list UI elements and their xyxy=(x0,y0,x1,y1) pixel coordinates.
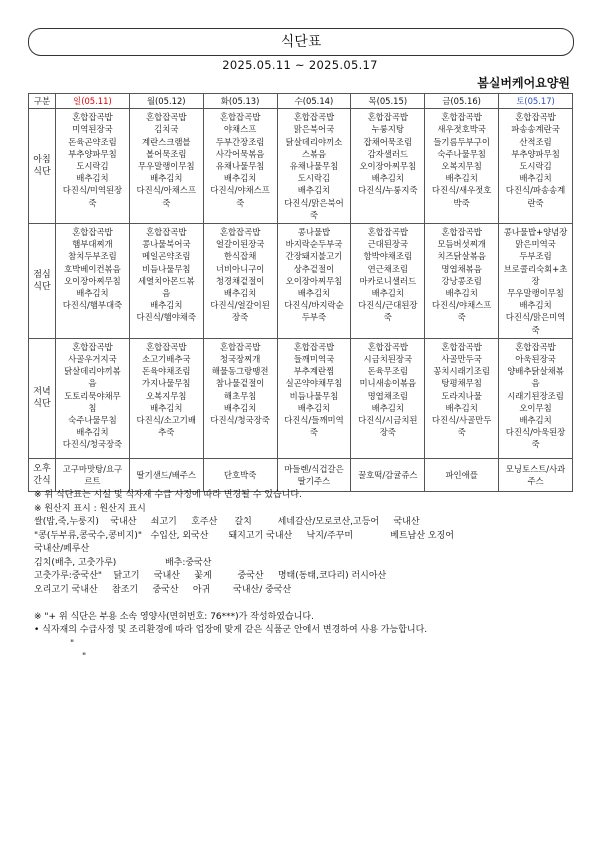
origin-value: 배추:중국산 xyxy=(164,557,212,568)
menu-cell-wed xyxy=(277,338,351,458)
origin-item: 김치(배추, 고춧가루) xyxy=(34,557,117,568)
menu-item: 실곤약야채무침 xyxy=(285,378,343,389)
origin-value: 수입산, 외국산 xyxy=(150,530,209,541)
menu-item: 상추겉절이 xyxy=(293,263,335,274)
menu-item: 혼합잡곡밥 xyxy=(146,112,187,123)
menu-item: 배추김치 xyxy=(519,300,552,311)
note-quote-mark: " xyxy=(70,638,75,649)
menu-item: 박죽 xyxy=(453,197,470,208)
menu-item: 혼합잡곡밥 xyxy=(367,112,409,123)
header-day-sun: 일(05.11) xyxy=(56,94,130,109)
menu-cell-wed xyxy=(277,224,351,339)
menu-item: 다진식/새우젓호 xyxy=(431,185,492,196)
menu-item: 배추김치 xyxy=(76,173,109,184)
note-substitution: • 식자재의 수급사정 및 조리환경에 따라 업장에 맞게 같은 식품군 안에서 변경하여 사용 가능합니다. xyxy=(34,625,428,635)
menu-item: 죽 xyxy=(531,324,540,335)
menu-item: 다진식/아채스프 xyxy=(136,185,196,196)
meal-row xyxy=(29,224,573,339)
menu-item: 맑은미역국 xyxy=(515,239,556,250)
menu-item: 소고기배추국 xyxy=(141,354,191,365)
meal-name-line: 저녁 xyxy=(33,387,51,398)
origin-value: 호주산 xyxy=(191,517,218,527)
menu-item: 시금치된장국 xyxy=(363,354,413,365)
menu-item: 콩나물북어국 xyxy=(141,239,191,250)
menu-item: 장죽 xyxy=(379,427,396,438)
menu-item: 메일곤약조림 xyxy=(141,251,191,262)
meal-name xyxy=(29,224,56,339)
meal-row xyxy=(29,458,573,491)
note-dietitian: ※ "+ 위 식단은 부용 소속 영양사(면허번호: 76***)가 작성하였습니다. xyxy=(34,611,314,622)
menu-item: 다진식/소고기배 xyxy=(136,415,196,426)
menu-item: 죽 xyxy=(236,197,245,208)
menu-cell-sat xyxy=(499,109,573,224)
menu-item: 돈육무조림 xyxy=(367,366,409,377)
meal-name-line: 오후 xyxy=(33,463,51,474)
menu-cell-tue xyxy=(203,458,277,491)
origin-value: 중국산 xyxy=(237,571,264,581)
menu-item: 모닝토스트/사과 xyxy=(505,463,566,474)
menu-item: 산적조림 xyxy=(519,136,552,147)
menu-item: 다진식/아욱된장 xyxy=(505,427,566,438)
menu-item: 도시락김 xyxy=(76,161,109,172)
menu-item: 장죽 xyxy=(232,312,249,323)
menu-item: 세열치아몬드볶 xyxy=(137,275,195,286)
menu-item: 란죽 xyxy=(527,197,544,208)
menu-item: 마들렌/식겁갈은 xyxy=(284,463,344,474)
menu-item: 죽 xyxy=(383,312,392,323)
menu-item: 다진식/햄야채죽 xyxy=(136,312,196,323)
menu-item: 부추계란찜 xyxy=(293,366,335,377)
menu-item: 비듬나물무침 xyxy=(289,390,339,401)
menu-item: 혼합잡곡밥 xyxy=(219,341,261,352)
menu-item: 다진식/누룽지죽 xyxy=(358,185,418,196)
note-change-notice: ※ 위 식단표는 시설 및 식자재 수급 사정에 따라 변경될 수 있습니다. xyxy=(34,490,302,500)
menu-item: 두부죽 xyxy=(301,312,327,323)
menu-cell-sun xyxy=(56,458,130,491)
menu-item: 들기름두부구이 xyxy=(433,136,490,147)
menu-cell-thu xyxy=(351,458,425,491)
weekly-menu-table xyxy=(28,93,573,492)
menu-item: 미역된장국 xyxy=(72,124,113,135)
menu-item: 다진식/야채스프 xyxy=(431,300,492,311)
menu-item: 배추김치 xyxy=(223,173,257,184)
menu-item: 감자샐러드 xyxy=(367,148,409,159)
menu-cell-mon xyxy=(129,224,203,339)
meal-row xyxy=(29,109,573,224)
menu-item: 혼합잡곡밥 xyxy=(515,341,556,352)
menu-item: 혼합잡곡밥 xyxy=(146,227,187,238)
origin-item: 참조기 xyxy=(112,584,139,595)
menu-item: 오이무침 xyxy=(519,402,552,413)
note-origin-chili xyxy=(34,570,574,584)
menu-item: 오복지무침 xyxy=(146,390,187,401)
menu-item: 파송송계란국 xyxy=(511,124,560,135)
menu-item: 마카로니샐러드 xyxy=(359,275,417,286)
menu-item: 한식잡채 xyxy=(223,251,257,262)
origin-item: 아귀 xyxy=(192,584,211,595)
origin-item: "콩(두부류,콩국수,콩비지)" xyxy=(34,530,142,541)
origin-item: 쇠고기 xyxy=(150,517,177,527)
menu-item: 다진식/시금치된 xyxy=(358,415,418,426)
menu-title-box xyxy=(28,28,574,56)
menu-item: 양배추닭살채볶 xyxy=(507,366,564,377)
menu-item: 브로콜리숙회+초 xyxy=(503,263,568,274)
menu-item: 다진식/미역된장 xyxy=(62,185,123,196)
menu-item: 참나물겉절이 xyxy=(215,378,265,389)
menu-item: 사골만두국 xyxy=(441,354,482,365)
menu-item: 배추김치 xyxy=(519,415,552,426)
menu-cell-sun xyxy=(56,224,130,339)
menu-item: 돈육야채조림 xyxy=(141,366,191,377)
menu-item: 함박야채조림 xyxy=(363,251,413,262)
note-origin-squid: 국내산/페루산 xyxy=(34,544,90,554)
meal-name xyxy=(29,109,56,224)
origin-item: 닭고기 xyxy=(113,571,140,581)
origin-item: 오리고기 국내산 xyxy=(34,584,98,595)
menu-item: 명엽채볶음 xyxy=(441,263,482,274)
menu-item: 참치두부조림 xyxy=(68,251,117,262)
menu-item: 미니새송이볶음 xyxy=(359,378,417,389)
menu-item: 음 xyxy=(162,288,171,299)
menu-item: 돈육곤약조림 xyxy=(68,136,117,147)
meal-name xyxy=(29,458,56,491)
menu-item: 다진식/근대된장 xyxy=(358,300,418,311)
menu-item: 계란스크램블 xyxy=(141,136,191,147)
menu-item: 배추김치 xyxy=(297,402,331,413)
header-day-tue: 화(05.13) xyxy=(203,94,277,109)
menu-cell-tue xyxy=(203,224,277,339)
menu-cell-fri xyxy=(425,338,499,458)
menu-item: 유채나물무침 xyxy=(215,161,265,172)
menu-item: 단호박죽 xyxy=(223,469,257,480)
menu-cell-wed xyxy=(277,458,351,491)
menu-item: 숙주나물무침 xyxy=(68,415,117,426)
menu-item: 두부조림 xyxy=(519,251,552,262)
menu-item: 볼어묵조림 xyxy=(146,148,187,159)
menu-item: 배추김치 xyxy=(223,402,257,413)
note-spacer xyxy=(34,597,574,611)
menu-item: 명엽채조림 xyxy=(367,390,409,401)
meal-name-line: 아침 xyxy=(33,154,51,165)
menu-item: 배추김치 xyxy=(223,288,257,299)
menu-item: 다진식/사골만두 xyxy=(431,415,492,426)
menu-item: 죽 xyxy=(162,197,171,208)
menu-item: 탕평채무침 xyxy=(441,378,482,389)
menu-item: 배추김치 xyxy=(371,288,404,299)
menu-item: 청경채겉절이 xyxy=(215,275,265,286)
meal-row xyxy=(29,338,573,458)
menu-item: 죽 xyxy=(309,427,318,438)
header-day-sat: 토(05.17) xyxy=(499,94,573,109)
menu-item: 혼합잡곡밥 xyxy=(293,112,335,123)
menu-cell-sun xyxy=(56,109,130,224)
menu-item: 햄부대찌개 xyxy=(72,239,113,250)
origin-item: 꽃게 xyxy=(194,571,212,581)
menu-item: 도시락김 xyxy=(519,161,552,172)
header-label: 구분 xyxy=(29,94,56,109)
meal-name-line: 간식 xyxy=(33,475,51,486)
menu-item: 오이장아찌무침 xyxy=(285,275,343,286)
menu-item: 다진식/햄부대죽 xyxy=(62,300,123,311)
menu-item: 무우말랭이무침 xyxy=(137,161,195,172)
menu-item: 죽 xyxy=(457,312,466,323)
menu-item: 혼합잡곡밥 xyxy=(515,112,556,123)
menu-item: 연근채조림 xyxy=(367,263,409,274)
menu-item: 배추김치 xyxy=(76,427,109,438)
menu-item: 배추김치 xyxy=(150,402,183,413)
menu-item: 도시락김 xyxy=(297,173,331,184)
menu-item: 가지나물무침 xyxy=(141,378,191,389)
menu-item: 꽁치시래기조림 xyxy=(433,366,490,377)
menu-item: 잡채어묵조림 xyxy=(363,136,413,147)
origin-value: 중국산 xyxy=(152,584,179,595)
menu-item: 맑은북어국 xyxy=(293,124,335,135)
menu-item: 혼합잡곡밥 xyxy=(367,341,409,352)
origin-value: 국내산 xyxy=(110,517,137,527)
menu-item: 누룽지탕 xyxy=(371,124,404,135)
menu-item: 배추김치 xyxy=(297,288,331,299)
menu-item: 강낭콩조림 xyxy=(441,275,482,286)
origin-value: 베트남산 오징어 xyxy=(390,530,454,541)
note-origin-title: ※ 원산지 표시 : 원산지 표시 xyxy=(34,503,146,514)
menu-item: 배추김치 xyxy=(445,402,478,413)
menu-item: 다진식/얼갈이된 xyxy=(210,300,270,311)
menu-item: 비듬나물무침 xyxy=(141,263,191,274)
menu-item: 혼합잡곡밥 xyxy=(441,341,482,352)
menu-item: 혼합잡곡밥 xyxy=(219,227,261,238)
menu-item: 오이장아찌무침 xyxy=(359,161,417,172)
menu-item: 혼합잡곡밥 xyxy=(219,112,261,123)
meal-name-line: 식단 xyxy=(33,281,51,292)
menu-cell-sun xyxy=(56,338,130,458)
menu-item: 배추김치 xyxy=(371,402,404,413)
menu-item: 모듬버섯찌개 xyxy=(437,239,486,250)
header-day-wed: 수(05.14) xyxy=(277,94,351,109)
menu-cell-sat xyxy=(499,338,573,458)
menu-cell-mon xyxy=(129,109,203,224)
menu-item: 다진식/맑은북어 xyxy=(284,197,344,208)
menu-item: 근대된장국 xyxy=(367,239,409,250)
menu-cell-tue xyxy=(203,109,277,224)
menu-item: 닭살데리야끼볶 xyxy=(64,366,121,377)
origin-item: 쌀(밥,죽,누룽지) xyxy=(34,517,99,527)
menu-title: 식단표 xyxy=(280,34,322,50)
menu-item: 시래기된장조림 xyxy=(507,390,564,401)
origin-item: 돼지고기 국내산 xyxy=(228,530,293,541)
menu-cell-tue xyxy=(203,338,277,458)
menu-item: 혼합잡곡밥 xyxy=(72,227,113,238)
menu-item: 다진식/야채스프 xyxy=(210,185,270,196)
menu-item: 음 xyxy=(531,378,540,389)
origin-item: 갈치 xyxy=(234,517,252,527)
menu-item: 야채스프 xyxy=(223,124,257,135)
menu-item: 침 xyxy=(88,402,97,413)
menu-item: 혼합잡곡밥 xyxy=(146,341,187,352)
note-origin-rice xyxy=(34,516,574,530)
menu-item: 혼합잡곡밥 xyxy=(72,341,113,352)
facility-name: 봄실버케어요양원 xyxy=(477,76,570,90)
header-day-mon: 월(05.12) xyxy=(129,94,203,109)
origin-item: 낙지/주꾸미 xyxy=(306,530,354,541)
menu-cell-thu xyxy=(351,109,425,224)
menu-item: 파인애플 xyxy=(445,469,478,480)
menu-item: 꿀호떡/감귤쥬스 xyxy=(358,469,418,480)
menu-item: 해초무침 xyxy=(223,390,257,401)
menu-item: 장 xyxy=(531,275,540,286)
note-origin-duck xyxy=(34,584,574,598)
note-origin-kimchi xyxy=(34,557,574,571)
menu-period: 2025.05.11 ~ 2025.05.17 xyxy=(222,58,378,72)
menu-cell-fri xyxy=(425,109,499,224)
menu-item: 르트 xyxy=(84,475,101,486)
menu-item: 간장돼지불고기 xyxy=(285,251,343,262)
origin-item: 명태(동태,코다리) 러시아산 xyxy=(277,571,387,581)
menu-cell-sat xyxy=(499,458,573,491)
menu-cell-wed xyxy=(277,109,351,224)
menu-item: 배추김치 xyxy=(150,300,183,311)
menu-item: 음 xyxy=(88,378,97,389)
menu-cell-thu xyxy=(351,224,425,339)
menu-item: 사골우거지국 xyxy=(68,354,117,365)
menu-cell-fri xyxy=(425,458,499,491)
menu-item: 무우말랭이무침 xyxy=(507,288,564,299)
menu-item: 혼합잡곡밥 xyxy=(367,227,409,238)
origin-value: 국내산 xyxy=(393,517,420,527)
menu-item: 바지락순두부국 xyxy=(285,239,343,250)
menu-cell-mon xyxy=(129,338,203,458)
header-day-fri: 금(05.16) xyxy=(425,94,499,109)
menu-item: 죽 xyxy=(88,197,97,208)
menu-item: 호박베이컨볶음 xyxy=(64,263,121,274)
menu-item: 오이장아찌무침 xyxy=(64,275,121,286)
menu-item: 다진식/청국장죽 xyxy=(210,415,270,426)
menu-item: 두부간장조림 xyxy=(215,136,265,147)
meal-name xyxy=(29,338,56,458)
meal-name-line: 점심 xyxy=(33,269,51,280)
menu-item: 유채나물무침 xyxy=(289,161,339,172)
header-day-thu: 목(05.15) xyxy=(351,94,425,109)
menu-item: 딸기주스 xyxy=(297,475,331,486)
menu-item: 혼합잡곡밥 xyxy=(72,112,113,123)
menu-item: 배추김치 xyxy=(297,185,331,196)
menu-item: 추죽 xyxy=(158,427,175,438)
menu-item: 치즈닭살볶음 xyxy=(437,251,486,262)
menu-cell-sat xyxy=(499,224,573,339)
menu-item: 딸기샌드/배주스 xyxy=(136,469,196,480)
menu-item: 다진식/바지락순 xyxy=(284,300,344,311)
menu-item: 배추김치 xyxy=(445,288,478,299)
menu-item: 혼합잡곡밥 xyxy=(293,341,335,352)
meal-name-line: 식단 xyxy=(33,399,51,410)
menu-item: 얼갈이된장국 xyxy=(215,239,265,250)
menu-item: 다진식/파송송계 xyxy=(505,185,566,196)
menu-item: 배추김치 xyxy=(76,288,109,299)
menu-item: 도토리묵야채무 xyxy=(64,390,121,401)
origin-value: 국내산 xyxy=(153,571,180,581)
origin-item: 고춧가루:중국산" xyxy=(34,571,103,581)
menu-item: 배추김치 xyxy=(150,173,183,184)
menu-item: 닭살데리야끼소 xyxy=(285,136,343,147)
menu-cell-fri xyxy=(425,224,499,339)
origin-value: 세네갈산/모로코산,고등어 xyxy=(277,517,380,527)
menu-item: 아욱된장국 xyxy=(515,354,556,365)
menu-item: 다진식/들깨미역 xyxy=(284,415,344,426)
menu-item: 배추김치 xyxy=(519,173,552,184)
menu-item: 고구마맛탕/요구 xyxy=(62,463,123,474)
header-row xyxy=(29,94,573,109)
menu-item: 해물동그랑땡전 xyxy=(211,366,269,377)
note-origin-bean xyxy=(34,530,574,544)
menu-item: 콩나물밥+양념장 xyxy=(503,227,568,238)
menu-item: 배추김치 xyxy=(371,173,404,184)
menu-item: 죽 xyxy=(531,439,540,450)
menu-item: 죽 xyxy=(457,427,466,438)
menu-item: 죽 xyxy=(309,209,318,220)
note-quote-mark: " xyxy=(82,652,87,662)
menu-item: 청국장찌개 xyxy=(219,354,261,365)
menu-item: 주스 xyxy=(527,475,544,486)
meal-name-line: 식단 xyxy=(33,167,51,178)
menu-item: 김치국 xyxy=(154,124,179,135)
menu-item: 숙주나물무침 xyxy=(437,148,486,159)
menu-cell-thu xyxy=(351,338,425,458)
menu-item: 혼합잡곡밥 xyxy=(441,227,482,238)
notes-section xyxy=(34,489,574,665)
menu-item: 들깨미역국 xyxy=(293,354,335,365)
menu-item: 다진식/맑은미역 xyxy=(505,312,566,323)
menu-item: 사각어묵볶음 xyxy=(215,148,265,159)
menu-item: 부추양파무침 xyxy=(68,148,117,159)
menu-item: 스볶음 xyxy=(301,148,327,159)
menu-item: 도라지나물 xyxy=(441,390,482,401)
menu-item: 새우젓호박국 xyxy=(437,124,486,135)
menu-item: 부추양파무침 xyxy=(511,148,560,159)
menu-item: 혼합잡곡밥 xyxy=(441,112,482,123)
menu-item: 너비아니구이 xyxy=(215,263,265,274)
menu-cell-mon xyxy=(129,458,203,491)
menu-item: 콩나물밥 xyxy=(297,227,331,238)
menu-item: 배추김치 xyxy=(445,173,478,184)
menu-item: 오복지무침 xyxy=(441,161,482,172)
origin-value: 국내산/ 중국산 xyxy=(233,584,292,595)
menu-item: 다진식/청국장죽 xyxy=(62,439,123,450)
